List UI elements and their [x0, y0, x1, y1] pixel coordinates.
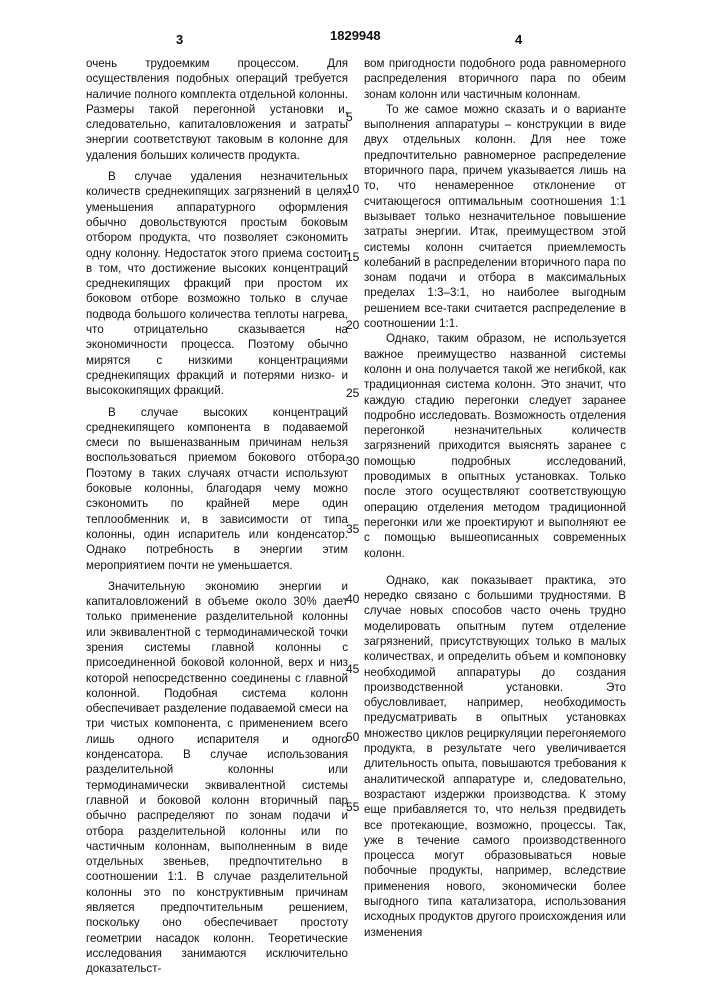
page-number-right: 4	[515, 32, 522, 47]
line-number: 20	[346, 318, 359, 332]
line-number: 35	[346, 522, 359, 536]
paragraph: В случае высоких концентраций среднекипящего компонента в подаваемой смеси по вышеназванным причинам нельзя воспользоваться приемом бокового отбора. Поэтому в таких случаях отчасти используют боковые колонны, благодаря чему можно сэкономить по крайней мере один теплообменник и, в зависимости от типа колонны, один испаритель или конденсатор. Однако потребность в энергии этим мероприятием почти не уменьшается.	[86, 405, 348, 573]
patent-number: 1829948	[330, 28, 381, 43]
right-column	[364, 56, 626, 940]
left-column	[86, 56, 348, 977]
page-number-left: 3	[176, 32, 183, 47]
line-number: 50	[346, 730, 359, 744]
paragraph: Однако, как показывает практика, это нередко связано с большими трудностями. В случае новых способов часто очень трудно моделировать опытным путем отделение загрязнений, присутствующих только в малых количествах, и определить объем и компоновку необходимой аппаратуры до создания производственной установки. Это обусловливает, например, необходимость предусматривать в опытных установках множество циклов рециркуляции перегоняемого продукта, в результате чего увеличивается длительность опыта, повышаются требования к аналитической аппаратуре и, следовательно, возрастают издержки производства. К этому еще прибавляется то, что нельзя предвидеть все протекающие, возможно, процессы. Так, уже в течение самого производственного процесса могут образовываться новые побочные продукты, например, вследствие применения нового, экономически более выгодного типа катализатора, использования исходных продуктов другого происхождения или изменения	[364, 573, 626, 940]
paragraph: В случае удаления незначительных количеств среднекипящих загрязнений в целях уменьшения аппаратурного оформления обычно довольствуются простым боковым отбором продукта, что позволяет сэкономить одну колонну. Недостаток этого приема состоит в том, что достижение высоких концентраций среднекипящих фракций при простом их боковом отборе возможно только в случае подвода большого количества теплоты нагрева, что отрицательно сказывается на экономичности процесса. Поэтому обычно мирятся с низкими концентрациями среднекипящих фракций и потерями низко- и высококипящих фракций.	[86, 169, 348, 398]
paragraph: очень трудоемким процессом. Для осуществления подобных операций требуется наличие полного комплекта отдельной колонны. Размеры такой перегонной установки и, следовательно, капиталовложения и затраты энергии соответствуют таковым в колонне для удаления больших количеств продукта.	[86, 56, 348, 163]
line-number: 45	[346, 662, 359, 676]
line-number: 15	[346, 250, 359, 264]
line-number: 10	[346, 182, 359, 196]
line-number: 25	[346, 386, 359, 400]
document-page	[0, 0, 707, 1000]
paragraph: То же самое можно сказать и о варианте выполнения аппаратуры – конструкции в виде двух отдельных колонн. Для нее тоже предпочтительно равномерное распределение вторичного пара, причем указывается лишь на то, что ненамеренное отклонение от считающегося оптимальным соотношения 1:1 вызывает только незначительное повышение затраты энергии. Итак, преимуществом этой системы колонн считается приемлемость колебаний в распределении вторичного пара по зонам подачи и отбора в максимальных пределах 1:3–3:1, но наиболее выгодным решением все-таки считается распределение в соотношении 1:1.	[364, 102, 626, 331]
line-number: 5	[346, 110, 353, 124]
paragraph: вом пригодности подобного рода равномерного распределения вторичного пара по обеим зонам колонн или частичным колоннам.	[364, 56, 626, 102]
paragraph: Значительную экономию энергии и капиталовложений в объеме около 30% дает только применение разделительной колонны или эквивалентной с термодинамической точки зрения системы главной колонны с присоединенной боковой колонной, верх и низ которой непосредственно соединены с главной колонной. Подобная система колонн обеспечивает разделение подаваемой смеси на три чистых компонента, с применением всего лишь одного испарителя и одного конденсатора. В случае использования разделительной колонны или термодинамически эквивалентной системы главной и боковой колонн вторичный пар обычно распределяют по зонам подачи и отбора разделительной колонны или по частичным колоннам, выполненным в виде отдельных звеньев, предпочтительно в соотношении 1:1. В случае разделительной колонны это по конструктивным причинам является предпочтительным решением, поскольку оно обеспечивает простоту геометрии насадок колонн. Теоретические исследования занимаются исключительно доказательст-	[86, 579, 348, 977]
line-number: 30	[346, 454, 359, 468]
line-number: 40	[346, 592, 359, 606]
paragraph: Однако, таким образом, не используется важное преимущество названной системы колонн и она получается такой же негибкой, как традиционная система колонн. Это значит, что каждую стадию перегонки следует заранее подробно исследовать. Возможность отделения перегонкой незначительных количеств загрязнений приходится выяснять заранее с помощью подробных исследований, проводимых в опытных установках. Только после этого осуществляют соответствующую операцию отделения методом традиционной перегонки или же проектируют и выполняют ее с помощью вышеописанных современных колонн.	[364, 331, 626, 560]
line-number: 55	[346, 800, 359, 814]
